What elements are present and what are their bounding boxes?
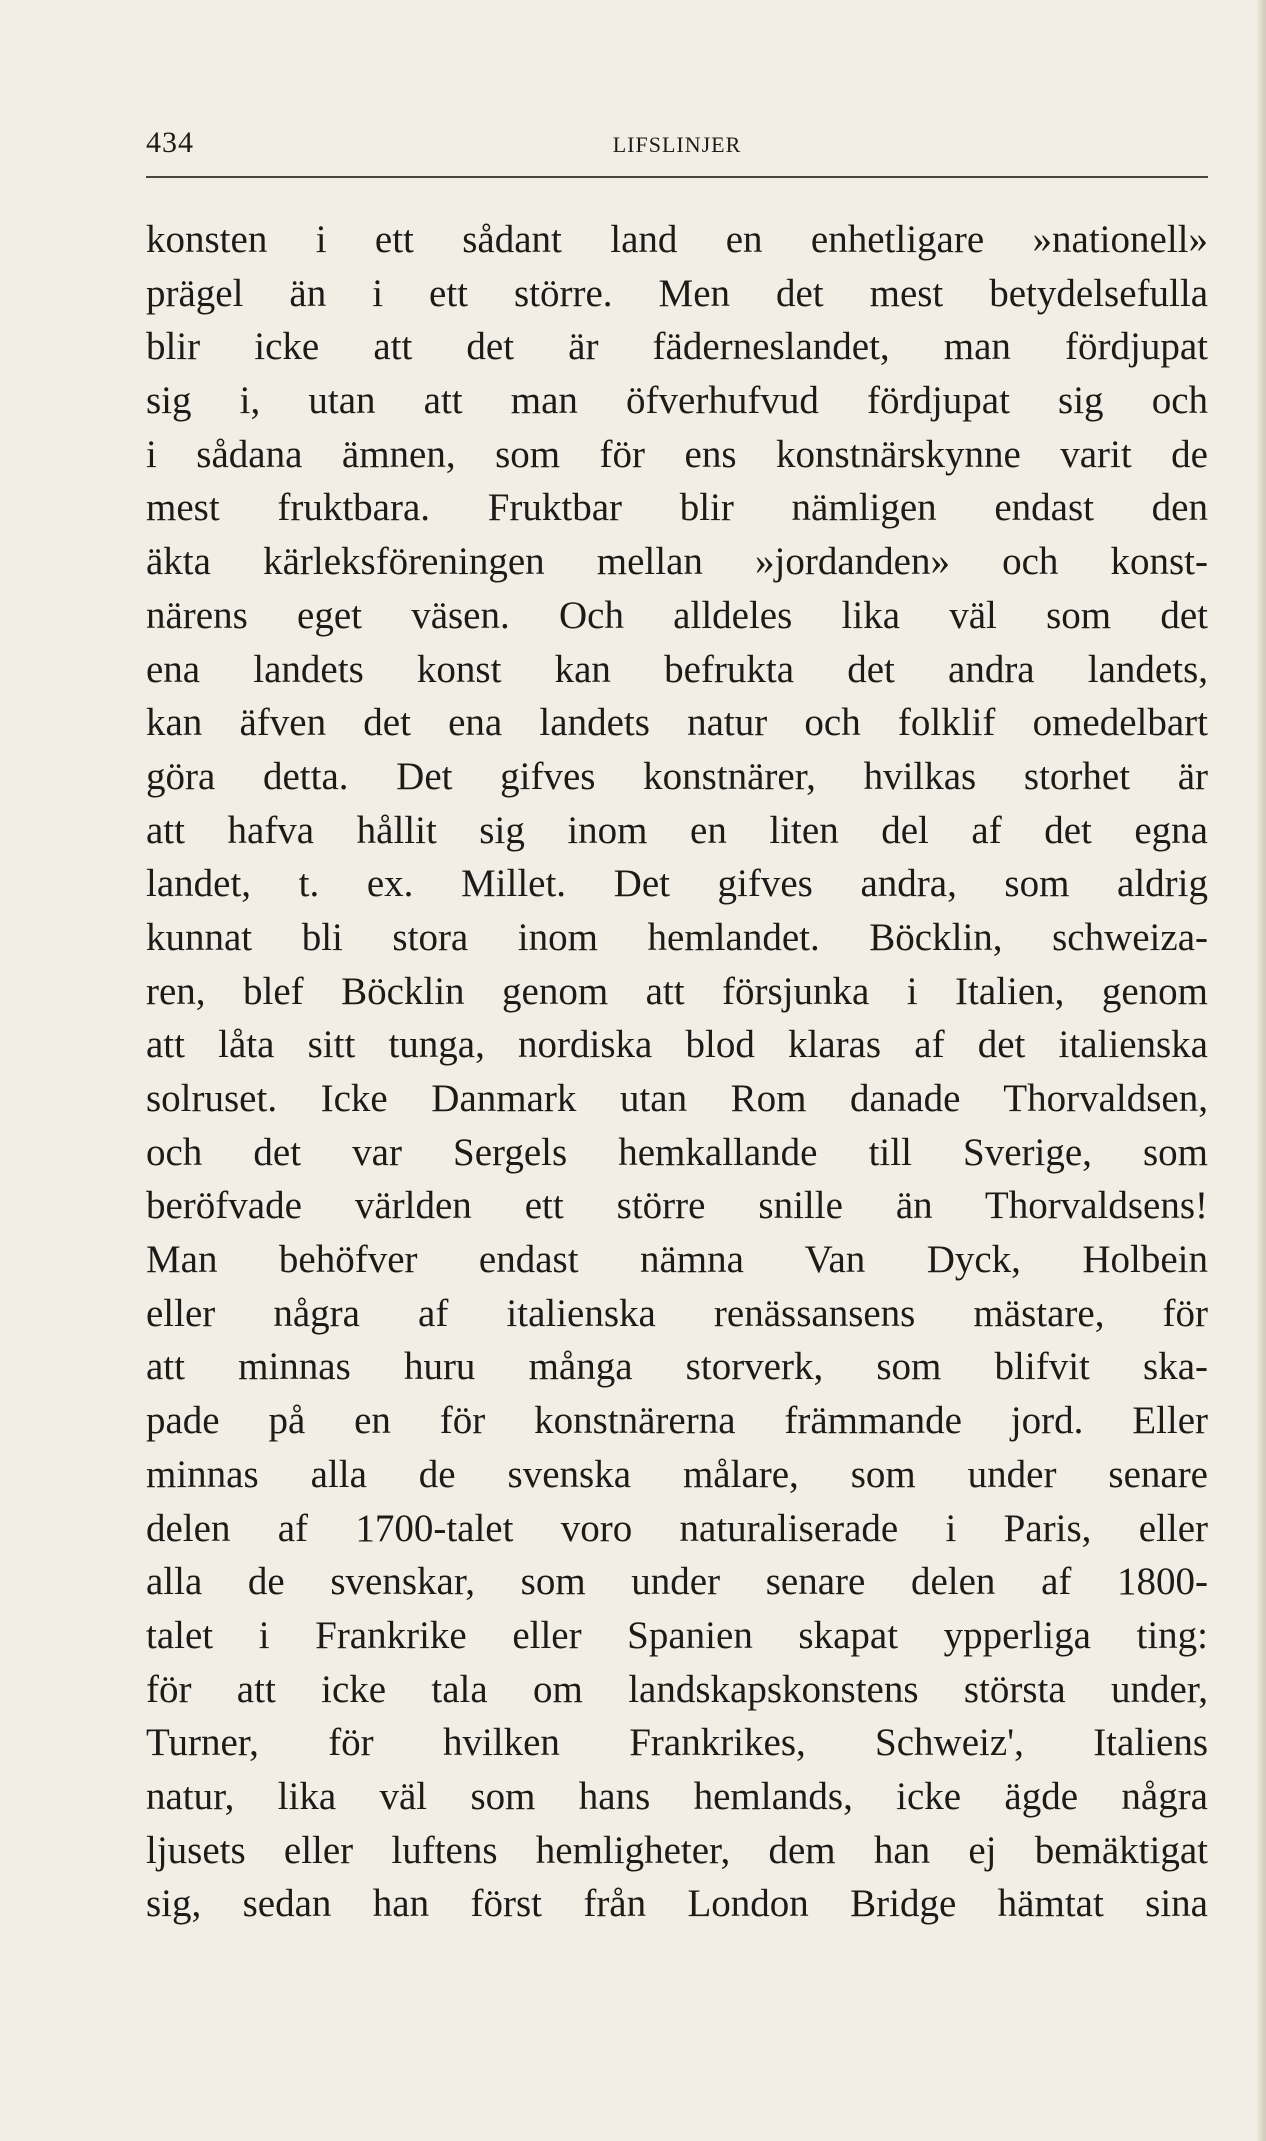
text-line: äkta kärleksföreningen mellan »jordanden» och konst- bbox=[146, 540, 1208, 584]
text-line: att minnas huru många storverk, som blifvit ska- bbox=[146, 1345, 1208, 1389]
text-line: att hafva hållit sig inom en liten del af det egna bbox=[146, 808, 1208, 852]
running-head bbox=[146, 118, 1208, 164]
text-line: natur, lika väl som hans hemlands, icke ägde några bbox=[146, 1774, 1208, 1818]
text-line: konsten i ett sådant land en enhetligare »nationell» bbox=[146, 218, 1208, 261]
text-line: i sådana ämnen, som för ens konstnärskynne varit de bbox=[146, 432, 1208, 476]
text-line: beröfvade världen ett större snille än Thorvaldsens! bbox=[146, 1184, 1208, 1228]
text-line: sig, sedan han först från London Bridge hämtat sina bbox=[146, 1882, 1208, 1926]
text-line: och det var Sergels hemkallande till Sverige, som bbox=[146, 1130, 1208, 1174]
text-line: talet i Frankrike eller Spanien skapat ypperliga ting: bbox=[146, 1613, 1208, 1657]
body-text bbox=[146, 213, 1208, 1931]
text-line: Man behöfver endast nämna Van Dyck, Holbein bbox=[146, 1238, 1208, 1282]
text-line: solruset. Icke Danmark utan Rom danade Thorvaldsen, bbox=[146, 1077, 1208, 1120]
text-line: blir icke att det är fäderneslandet, man fördjupat bbox=[146, 325, 1208, 369]
text-line: eller några af italienska renässansens mästare, för bbox=[146, 1291, 1208, 1335]
text-line: minnas alla de svenska målare, som under senare bbox=[146, 1452, 1208, 1496]
page-number: 434 bbox=[146, 126, 194, 159]
text-line: ren, blef Böcklin genom att försjunka i Italien, genom bbox=[146, 969, 1208, 1013]
text-line: pade på en för konstnärerna främmande jord. Eller bbox=[146, 1399, 1208, 1443]
page-edge-shadow bbox=[1256, 0, 1266, 2141]
running-title: LIFSLINJER bbox=[612, 132, 742, 157]
text-line: Turner, för hvilken Frankrikes, Schweiz', Italiens bbox=[146, 1721, 1208, 1765]
text-line: kan äfven det ena landets natur och folklif omedelbart bbox=[146, 701, 1208, 745]
text-line: alla de svenskar, som under senare delen af 1800- bbox=[146, 1560, 1208, 1604]
text-line: ljusets eller luftens hemligheter, dem han ej bemäktigat bbox=[146, 1828, 1208, 1872]
text-line: för att icke tala om landskapskonstens största under, bbox=[146, 1667, 1208, 1711]
text-line: att låta sitt tunga, nordiska blod klaras af det italienska bbox=[146, 1023, 1208, 1067]
text-line: göra detta. Det gifves konstnärer, hvilkas storhet är bbox=[146, 754, 1208, 798]
text-line: närens eget väsen. Och alldeles lika väl som det bbox=[146, 593, 1208, 637]
text-line: ena landets konst kan befrukta det andra landets, bbox=[146, 647, 1208, 691]
text-line: prägel än i ett större. Men det mest betydelsefulla bbox=[146, 271, 1208, 315]
text-line: kunnat bli stora inom hemlandet. Böcklin, schweiza- bbox=[146, 915, 1208, 959]
text-line: mest fruktbara. Fruktbar blir nämligen endast den bbox=[146, 486, 1208, 530]
text-line: landet, t. ex. Millet. Det gifves andra, som aldrig bbox=[146, 862, 1208, 906]
text-line: delen af 1700-talet voro naturaliserade i Paris, eller bbox=[146, 1506, 1208, 1550]
header-rule bbox=[146, 176, 1208, 178]
text-line: sig i, utan att man öfverhufvud fördjupat sig och bbox=[146, 379, 1208, 423]
